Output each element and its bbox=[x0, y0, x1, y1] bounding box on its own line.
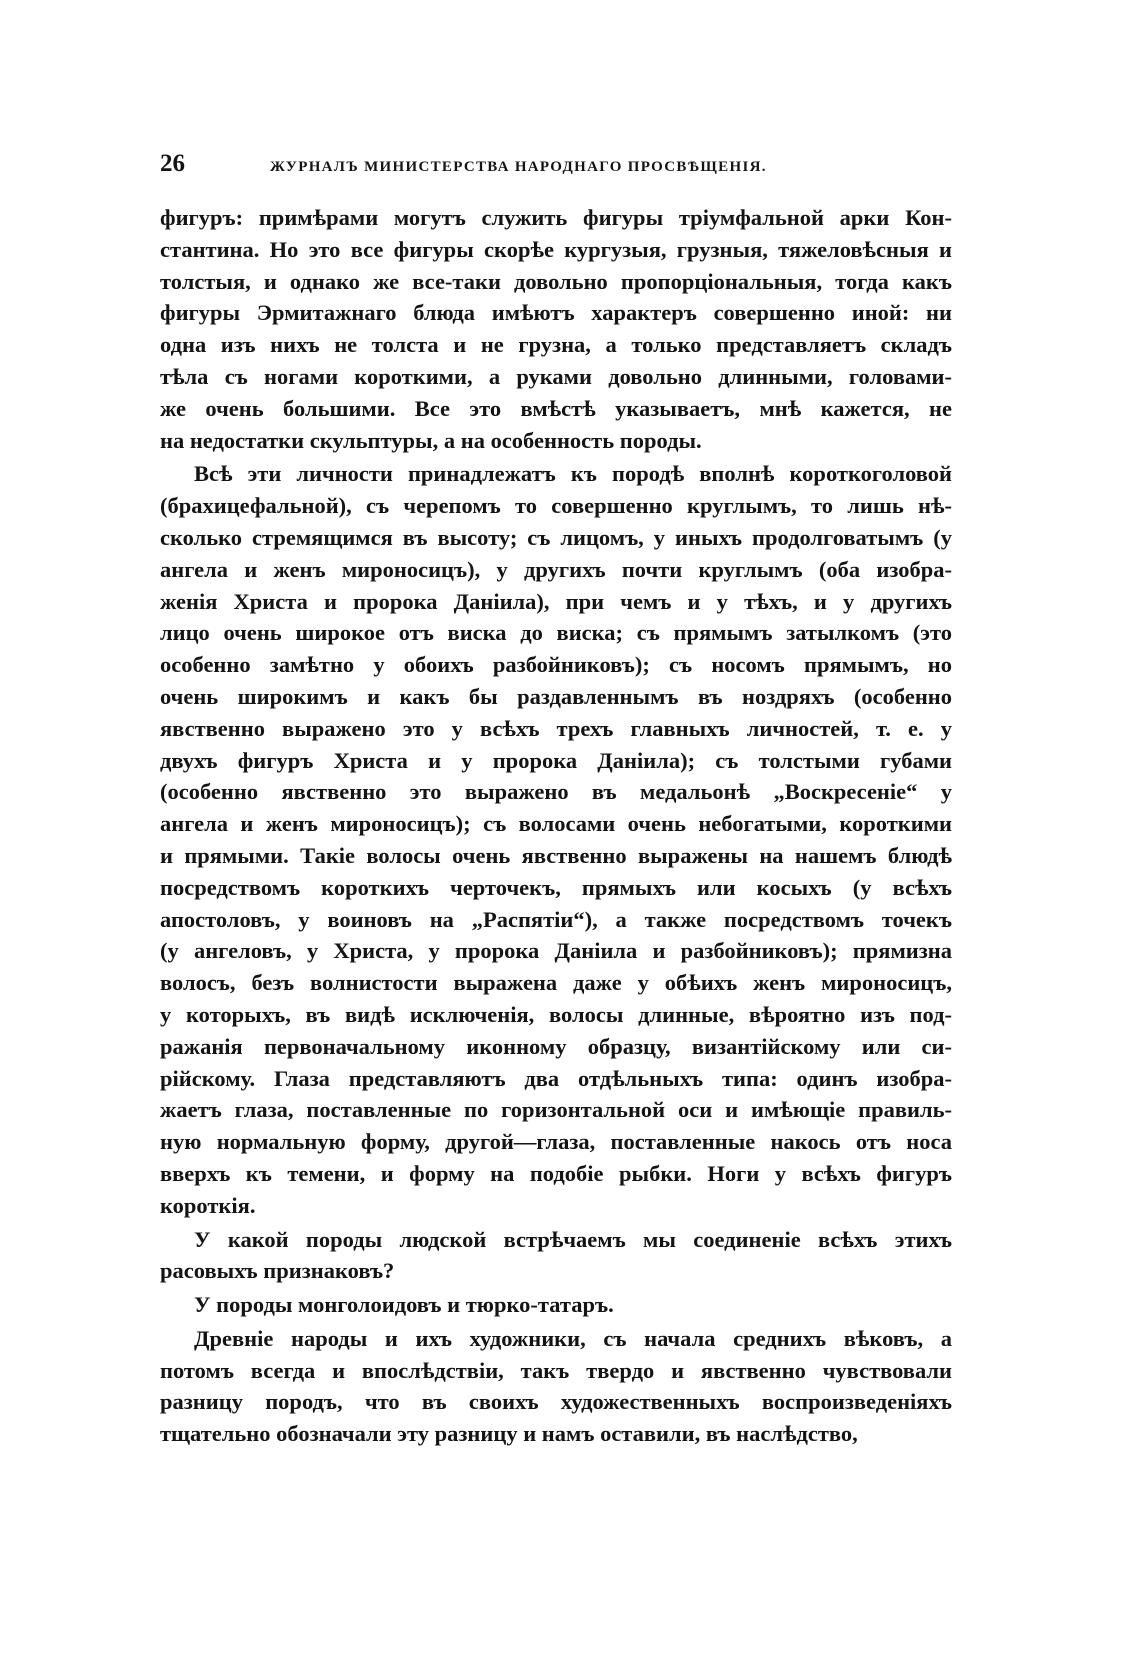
book-page bbox=[160, 150, 952, 1450]
text-line: стантина. Но это все фигуры скорѣе кургузыя, грузныя, тяжеловѣсныя и bbox=[160, 236, 952, 262]
text-line: разницу породъ, что въ своихъ художественныхъ воспроизведеніяхъ bbox=[160, 1389, 952, 1415]
running-title: ЖУРНАЛЪ МИНИСТЕРСТВА НАРОДНАГО ПРОСВѢЩЕНІЯ. bbox=[270, 159, 767, 175]
text-line: одна изъ нихъ не толста и не грузна, а только представляетъ складъ bbox=[160, 332, 952, 358]
text-line: тщательно обозначали эту разницу и намъ оставили, въ наслѣдство, bbox=[160, 1421, 858, 1447]
text-line: явственно выражено это у всѣхъ трехъ главныхъ личностей, т. е. у bbox=[160, 715, 952, 741]
text-line: двухъ фигуръ Христа и у пророка Даніила); съ толстыми губами bbox=[160, 747, 952, 773]
text-line: ную нормальную форму, другой—глаза, поставленные накось отъ носа bbox=[160, 1129, 952, 1155]
text-line: волосъ, безъ волнистости выражена даже у обѣихъ женъ мироносицъ, bbox=[160, 970, 952, 996]
text-line: особенно замѣтно у обоихъ разбойниковъ); съ носомъ прямымъ, но bbox=[160, 652, 952, 678]
text-line: рійскому. Глаза представляютъ два отдѣльныхъ типа: одинъ изобра- bbox=[160, 1065, 952, 1091]
text-line: ангела и женъ мироносицъ); съ волосами очень небогатыми, короткими bbox=[160, 811, 952, 837]
text-line: (особенно явственно это выражено въ медальонѣ „Воскресеніе“ у bbox=[160, 779, 952, 805]
page-number: 26 bbox=[160, 150, 185, 177]
text-line: очень широкимъ и какъ бы раздавленнымъ въ ноздряхъ (особенно bbox=[160, 683, 952, 709]
text-line: толстыя, и однако же все-таки довольно пропорціональныя, тогда какъ bbox=[160, 268, 952, 294]
text-line: (у ангеловъ, у Христа, у пророка Даніила и разбойниковъ); прямизна bbox=[160, 938, 952, 964]
text-line: У породы монголоидовъ и тюрко-татаръ. bbox=[194, 1292, 614, 1318]
text-line: фигуръ: примѣрами могутъ служить фигуры тріумфальной арки Кон- bbox=[160, 205, 952, 230]
page-header bbox=[160, 150, 952, 190]
text-line: короткія. bbox=[160, 1192, 256, 1218]
text-line: Древніе народы и ихъ художники, съ начала среднихъ вѣковъ, а bbox=[194, 1325, 952, 1351]
text-line: жаетъ глаза, поставленные по горизонтальной оси и имѣющіе правиль- bbox=[160, 1097, 952, 1123]
text-line: и прямыми. Такіе волосы очень явственно выражены на нашемъ блюдѣ bbox=[160, 842, 952, 868]
text-line: на недостатки скульптуры, а на особенность породы. bbox=[160, 427, 702, 453]
text-line: у которыхъ, въ видѣ исключенія, волосы длинные, вѣроятно изъ под- bbox=[160, 1001, 952, 1027]
text-line: Всѣ эти личности принадлежатъ къ породѣ вполнѣ короткоголовой bbox=[194, 461, 952, 487]
text-line: расовыхъ признаковъ? bbox=[160, 1258, 395, 1284]
text-line: посредствомъ короткихъ черточекъ, прямыхъ или косыхъ (у всѣхъ bbox=[160, 874, 952, 900]
text-line: (брахицефальной), съ черепомъ то совершенно круглымъ, то лишь нѣ- bbox=[160, 493, 952, 519]
text-line: же очень большими. Все это вмѣстѣ указываетъ, мнѣ кажется, не bbox=[160, 395, 952, 421]
text-line: лицо очень широкое отъ виска до виска; съ прямымъ затылкомъ (это bbox=[160, 620, 952, 646]
paragraph bbox=[160, 202, 952, 456]
text-line: вверхъ къ темени, и форму на подобіе рыбки. Ноги у всѣхъ фигуръ bbox=[160, 1160, 952, 1186]
paragraph bbox=[160, 1224, 952, 1288]
body-text bbox=[160, 202, 952, 1450]
text-line: тѣла съ ногами короткими, а руками довольно длинными, головами- bbox=[160, 363, 952, 389]
text-line: сколько стремящимся въ высоту; съ лицомъ, у иныхъ продолговатымъ (у bbox=[160, 524, 952, 550]
paragraph bbox=[160, 458, 952, 1221]
paragraph bbox=[160, 1289, 952, 1321]
text-line: апостоловъ, у воиновъ на „Распятіи“), а также посредствомъ точекъ bbox=[160, 906, 952, 932]
text-line: женія Христа и пророка Даніила), при чемъ и у тѣхъ, и у другихъ bbox=[160, 588, 952, 614]
paragraph bbox=[160, 1323, 952, 1450]
text-line: фигуры Эрмитажнаго блюда имѣютъ характеръ совершенно иной: ни bbox=[160, 300, 952, 326]
text-line: У какой породы людской встрѣчаемъ мы соединеніе всѣхъ этихъ bbox=[194, 1226, 952, 1252]
text-line: потомъ всегда и впослѣдствіи, такъ твердо и явственно чувствовали bbox=[160, 1357, 952, 1383]
text-line: ражанія первоначальному иконному образцу, византійскому или си- bbox=[160, 1033, 952, 1059]
text-line: ангела и женъ мироносицъ), у другихъ почти круглымъ (оба изобра- bbox=[160, 556, 952, 582]
